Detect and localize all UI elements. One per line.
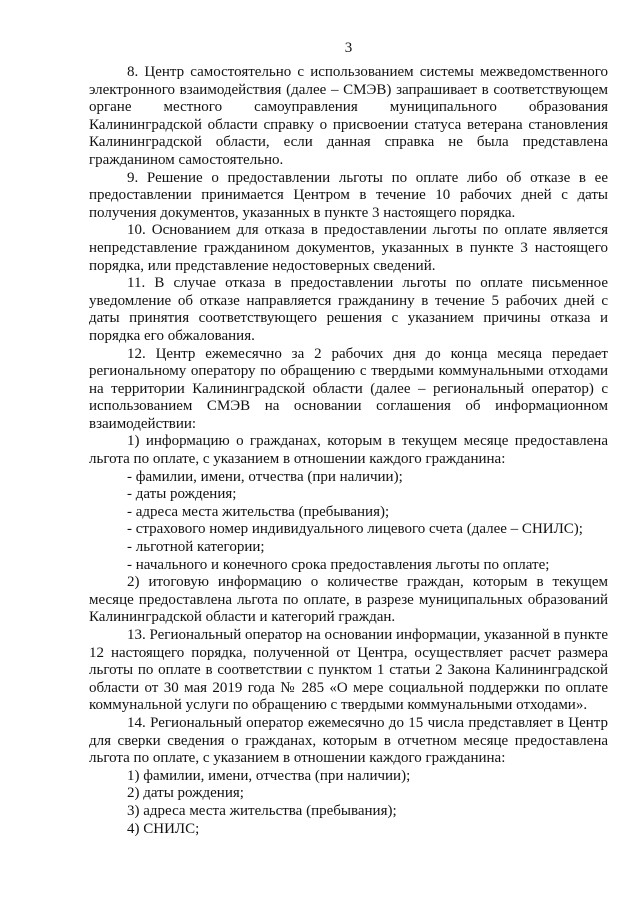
list-item: - начального и конечного срока предоставления льготы по оплате;	[127, 556, 550, 573]
paragraph: 1) информацию о гражданах, которым в текущем месяце предоставлена льгота по оплате, с указанием в отношении каждого гражданина:	[89, 433, 608, 468]
document-body	[89, 64, 608, 838]
paragraph: 14. Региональный оператор ежемесячно до 15 числа представляет в Центр для сверки сведения о гражданах, которым в отчетном месяце предоставлена льгота по оплате, с указанием в отношении каждого гражданина:	[89, 714, 608, 767]
list-item: - адреса места жительства (пребывания);	[127, 503, 390, 520]
paragraph: 12. Центр ежемесячно за 2 рабочих дня до конца месяца передает региональному оператору по обращению с твердыми коммунальными отходами на территории Калининградской области (далее – региональный оператор) с использованием СМЭВ на основании соглашения об информационном взаимодействии:	[89, 345, 608, 432]
paragraph: 10. Основанием для отказа в предоставлении льготы по оплате является непредставление гражданином документов, указанных в пункте 3 настоящего порядка, или представление недостоверных сведений.	[89, 222, 608, 274]
numbered-item: 2) даты рождения;	[127, 785, 244, 802]
paragraph: 11. В случае отказа в предоставлении льготы по оплате письменное уведомление об отказе направляется гражданину в течение 5 рабочих дней с даты принятия соответствующего решения с указанием причины отказа и порядка его обжалования.	[89, 275, 608, 344]
numbered-item: 3) адреса места жительства (пребывания);	[127, 802, 397, 819]
paragraph: 13. Региональный оператор на основании информации, указанной в пункте 12 настоящего порядка, полученной от Центра, осуществляет расчет размера льготы по оплате в соответствии с пунктом 1 статьи 2 Закона Калининградской области от 30 мая 2019 года № 285 «О мере социальной поддержки по оплате коммунальной услуги по обращению с твердыми коммунальными отходами».	[89, 627, 608, 714]
paragraph: 2) итоговую информацию о количестве граждан, которым в текущем месяце предоставлена льгота по оплате, в разрезе муниципальных образований Калининградской области и категорий граждан.	[89, 574, 608, 626]
numbered-item: 4) СНИЛС;	[127, 820, 200, 837]
list-item: - страхового номер индивидуального лицевого счета (далее – СНИЛС);	[127, 521, 583, 538]
page-number: 3	[344, 40, 353, 56]
list-item: - льготной категории;	[127, 539, 265, 556]
paragraph: 9. Решение о предоставлении льготы по оплате либо об отказе в ее предоставлении принимается Центром в течение 10 рабочих дней с даты получения документов, указанных в пункте 3 настоящего порядка.	[89, 169, 608, 221]
list-item: - фамилии, имени, отчества (при наличии);	[127, 468, 403, 485]
numbered-item: 1) фамилии, имени, отчества (при наличии);	[127, 767, 411, 784]
list-item: - даты рождения;	[127, 486, 237, 503]
paragraph: 8. Центр самостоятельно с использованием системы межведомственного электронного взаимодействия (далее – СМЭВ) запрашивает в соответствующем органе местного самоуправления муниципального образования Калининградской области справку о присвоении статуса ветерана становления Калининградской области, если данная справка не была представлена гражданином самостоятельно.	[89, 64, 608, 168]
